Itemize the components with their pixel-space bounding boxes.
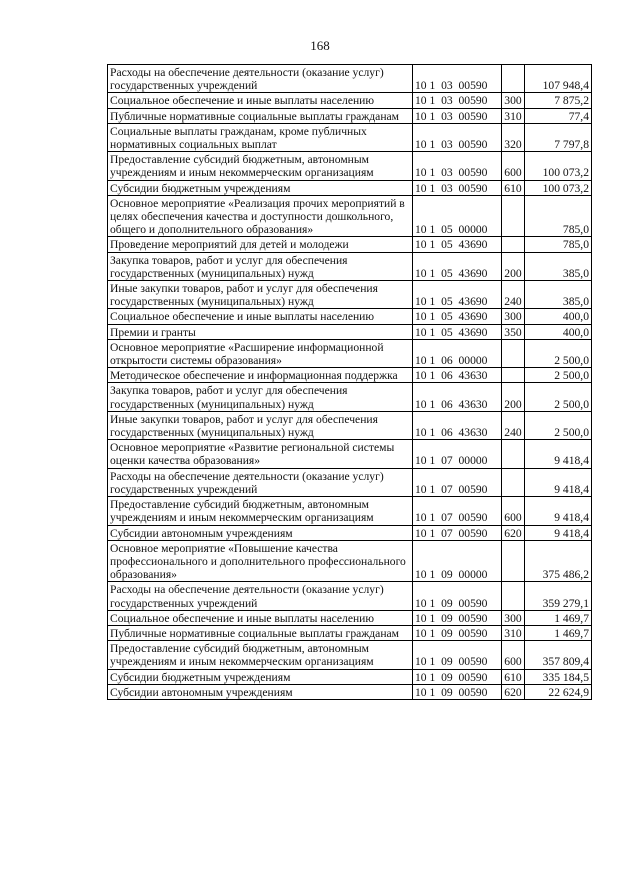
- target-article-code-cell: 10 1 03 00590: [413, 152, 502, 180]
- expense-type-cell: [502, 468, 525, 496]
- expense-type-cell: 600: [502, 497, 525, 525]
- table-row: [108, 411, 592, 439]
- target-article-code-cell: 10 1 05 43690: [413, 324, 502, 339]
- expense-name-cell: Иные закупки товаров, работ и услуг для обеспечения государственных (муниципальных) нужд: [108, 281, 413, 309]
- expense-name-cell: Премии и гранты: [108, 324, 413, 339]
- amount-cell: 9 418,4: [525, 468, 592, 496]
- target-article-code-cell: 10 1 03 00590: [413, 180, 502, 195]
- table-row: [108, 152, 592, 180]
- table-row: [108, 93, 592, 108]
- table-row: [108, 625, 592, 640]
- expense-name-cell: Иные закупки товаров, работ и услуг для обеспечения государственных (муниципальных) нужд: [108, 411, 413, 439]
- target-article-code-cell: 10 1 09 00590: [413, 669, 502, 684]
- amount-cell: 1 469,7: [525, 625, 592, 640]
- table-row: [108, 339, 592, 367]
- expense-type-cell: 320: [502, 123, 525, 151]
- amount-cell: 7 797,8: [525, 123, 592, 151]
- expense-name-cell: Предоставление субсидий бюджетным, автономным учреждениям и иным некоммерческим организациям: [108, 152, 413, 180]
- table-row: [108, 281, 592, 309]
- expense-name-cell: Субсидии автономным учреждениям: [108, 525, 413, 540]
- target-article-code-cell: 10 1 07 00000: [413, 440, 502, 468]
- target-article-code-cell: 10 1 06 43630: [413, 368, 502, 383]
- amount-cell: 2 500,0: [525, 368, 592, 383]
- expense-name-cell: Расходы на обеспечение деятельности (оказание услуг) государственных учреждений: [108, 65, 413, 93]
- target-article-code-cell: 10 1 09 00590: [413, 625, 502, 640]
- amount-cell: 9 418,4: [525, 497, 592, 525]
- target-article-code-cell: 10 1 09 00590: [413, 684, 502, 699]
- expense-type-cell: [502, 65, 525, 93]
- expense-name-cell: Субсидии бюджетным учреждениям: [108, 669, 413, 684]
- budget-table-body: [108, 65, 592, 700]
- expense-name-cell: Методическое обеспечение и информационная поддержка: [108, 368, 413, 383]
- amount-cell: 22 624,9: [525, 684, 592, 699]
- table-row: [108, 195, 592, 237]
- expense-name-cell: Публичные нормативные социальные выплаты гражданам: [108, 625, 413, 640]
- expense-type-cell: [502, 368, 525, 383]
- target-article-code-cell: 10 1 03 00590: [413, 108, 502, 123]
- amount-cell: 9 418,4: [525, 525, 592, 540]
- amount-cell: 1 469,7: [525, 610, 592, 625]
- target-article-code-cell: 10 1 09 00590: [413, 582, 502, 610]
- amount-cell: 359 279,1: [525, 582, 592, 610]
- table-row: [108, 540, 592, 582]
- expense-name-cell: Закупка товаров, работ и услуг для обеспечения государственных (муниципальных) нужд: [108, 383, 413, 411]
- expense-name-cell: Расходы на обеспечение деятельности (оказание услуг) государственных учреждений: [108, 468, 413, 496]
- table-row: [108, 582, 592, 610]
- target-article-code-cell: 10 1 07 00590: [413, 468, 502, 496]
- page-number: 168: [310, 38, 330, 53]
- amount-cell: 100 073,2: [525, 180, 592, 195]
- table-row: [108, 440, 592, 468]
- expense-name-cell: Расходы на обеспечение деятельности (оказание услуг) государственных учреждений: [108, 582, 413, 610]
- table-row: [108, 525, 592, 540]
- table-row: [108, 383, 592, 411]
- expense-name-cell: Основное мероприятие «Реализация прочих мероприятий в целях обеспечения качества и доступности дошкольного, общего и дополнительного образования»: [108, 195, 413, 237]
- expense-type-cell: 620: [502, 525, 525, 540]
- amount-cell: 2 500,0: [525, 411, 592, 439]
- table-row: [108, 497, 592, 525]
- target-article-code-cell: 10 1 03 00590: [413, 93, 502, 108]
- target-article-code-cell: 10 1 09 00000: [413, 540, 502, 582]
- amount-cell: 2 500,0: [525, 339, 592, 367]
- expense-type-cell: 620: [502, 684, 525, 699]
- expense-type-cell: 200: [502, 252, 525, 280]
- amount-cell: 9 418,4: [525, 440, 592, 468]
- amount-cell: 400,0: [525, 309, 592, 324]
- target-article-code-cell: 10 1 06 00000: [413, 339, 502, 367]
- expense-type-cell: 310: [502, 625, 525, 640]
- target-article-code-cell: 10 1 05 43690: [413, 309, 502, 324]
- amount-cell: 375 486,2: [525, 540, 592, 582]
- expense-type-cell: [502, 339, 525, 367]
- table-row: [108, 641, 592, 669]
- expense-type-cell: 240: [502, 281, 525, 309]
- amount-cell: 385,0: [525, 252, 592, 280]
- table-row: [108, 368, 592, 383]
- expense-type-cell: 610: [502, 669, 525, 684]
- table-row: [108, 610, 592, 625]
- table-row: [108, 65, 592, 93]
- expense-type-cell: 200: [502, 383, 525, 411]
- expense-name-cell: Проведение мероприятий для детей и молодежи: [108, 237, 413, 252]
- target-article-code-cell: 10 1 05 43690: [413, 281, 502, 309]
- expense-type-cell: 240: [502, 411, 525, 439]
- expense-type-cell: [502, 540, 525, 582]
- table-row: [108, 669, 592, 684]
- budget-table: [107, 64, 592, 700]
- target-article-code-cell: 10 1 07 00590: [413, 497, 502, 525]
- expense-type-cell: [502, 195, 525, 237]
- amount-cell: 7 875,2: [525, 93, 592, 108]
- target-article-code-cell: 10 1 06 43630: [413, 383, 502, 411]
- target-article-code-cell: 10 1 03 00590: [413, 123, 502, 151]
- target-article-code-cell: 10 1 05 43690: [413, 252, 502, 280]
- expense-name-cell: Основное мероприятие «Развитие региональной системы оценки качества образования»: [108, 440, 413, 468]
- table-row: [108, 108, 592, 123]
- amount-cell: 385,0: [525, 281, 592, 309]
- expense-type-cell: [502, 440, 525, 468]
- amount-cell: 2 500,0: [525, 383, 592, 411]
- table-row: [108, 324, 592, 339]
- expense-name-cell: Предоставление субсидий бюджетным, автономным учреждениям и иным некоммерческим организациям: [108, 497, 413, 525]
- expense-type-cell: 600: [502, 152, 525, 180]
- amount-cell: 77,4: [525, 108, 592, 123]
- expense-name-cell: Социальное обеспечение и иные выплаты населению: [108, 93, 413, 108]
- amount-cell: 400,0: [525, 324, 592, 339]
- expense-type-cell: [502, 237, 525, 252]
- amount-cell: 100 073,2: [525, 152, 592, 180]
- target-article-code-cell: 10 1 05 43690: [413, 237, 502, 252]
- expense-type-cell: [502, 582, 525, 610]
- target-article-code-cell: 10 1 07 00590: [413, 525, 502, 540]
- table-row: [108, 237, 592, 252]
- expense-type-cell: 300: [502, 610, 525, 625]
- expense-name-cell: Закупка товаров, работ и услуг для обеспечения государственных (муниципальных) нужд: [108, 252, 413, 280]
- expense-type-cell: 300: [502, 93, 525, 108]
- table-row: [108, 684, 592, 699]
- expense-name-cell: Предоставление субсидий бюджетным, автономным учреждениям и иным некоммерческим организациям: [108, 641, 413, 669]
- expense-name-cell: Субсидии бюджетным учреждениям: [108, 180, 413, 195]
- expense-type-cell: 350: [502, 324, 525, 339]
- table-row: [108, 252, 592, 280]
- amount-cell: 357 809,4: [525, 641, 592, 669]
- amount-cell: 107 948,4: [525, 65, 592, 93]
- expense-type-cell: 310: [502, 108, 525, 123]
- expense-type-cell: 600: [502, 641, 525, 669]
- expense-name-cell: Основное мероприятие «Расширение информационной открытости системы образования»: [108, 339, 413, 367]
- table-row: [108, 123, 592, 151]
- table-row: [108, 309, 592, 324]
- table-row: [108, 468, 592, 496]
- target-article-code-cell: 10 1 03 00590: [413, 65, 502, 93]
- target-article-code-cell: 10 1 09 00590: [413, 641, 502, 669]
- expense-name-cell: Социальное обеспечение и иные выплаты населению: [108, 309, 413, 324]
- expense-name-cell: Социальные выплаты гражданам, кроме публичных нормативных социальных выплат: [108, 123, 413, 151]
- target-article-code-cell: 10 1 06 43630: [413, 411, 502, 439]
- expense-name-cell: Основное мероприятие «Повышение качества профессионального и дополнительного профессионального образования»: [108, 540, 413, 582]
- amount-cell: 785,0: [525, 195, 592, 237]
- expense-type-cell: 610: [502, 180, 525, 195]
- table-row: [108, 180, 592, 195]
- expense-name-cell: Социальное обеспечение и иные выплаты населению: [108, 610, 413, 625]
- target-article-code-cell: 10 1 09 00590: [413, 610, 502, 625]
- expense-name-cell: Публичные нормативные социальные выплаты гражданам: [108, 108, 413, 123]
- expense-type-cell: 300: [502, 309, 525, 324]
- target-article-code-cell: 10 1 05 00000: [413, 195, 502, 237]
- expense-name-cell: Субсидии автономным учреждениям: [108, 684, 413, 699]
- amount-cell: 335 184,5: [525, 669, 592, 684]
- amount-cell: 785,0: [525, 237, 592, 252]
